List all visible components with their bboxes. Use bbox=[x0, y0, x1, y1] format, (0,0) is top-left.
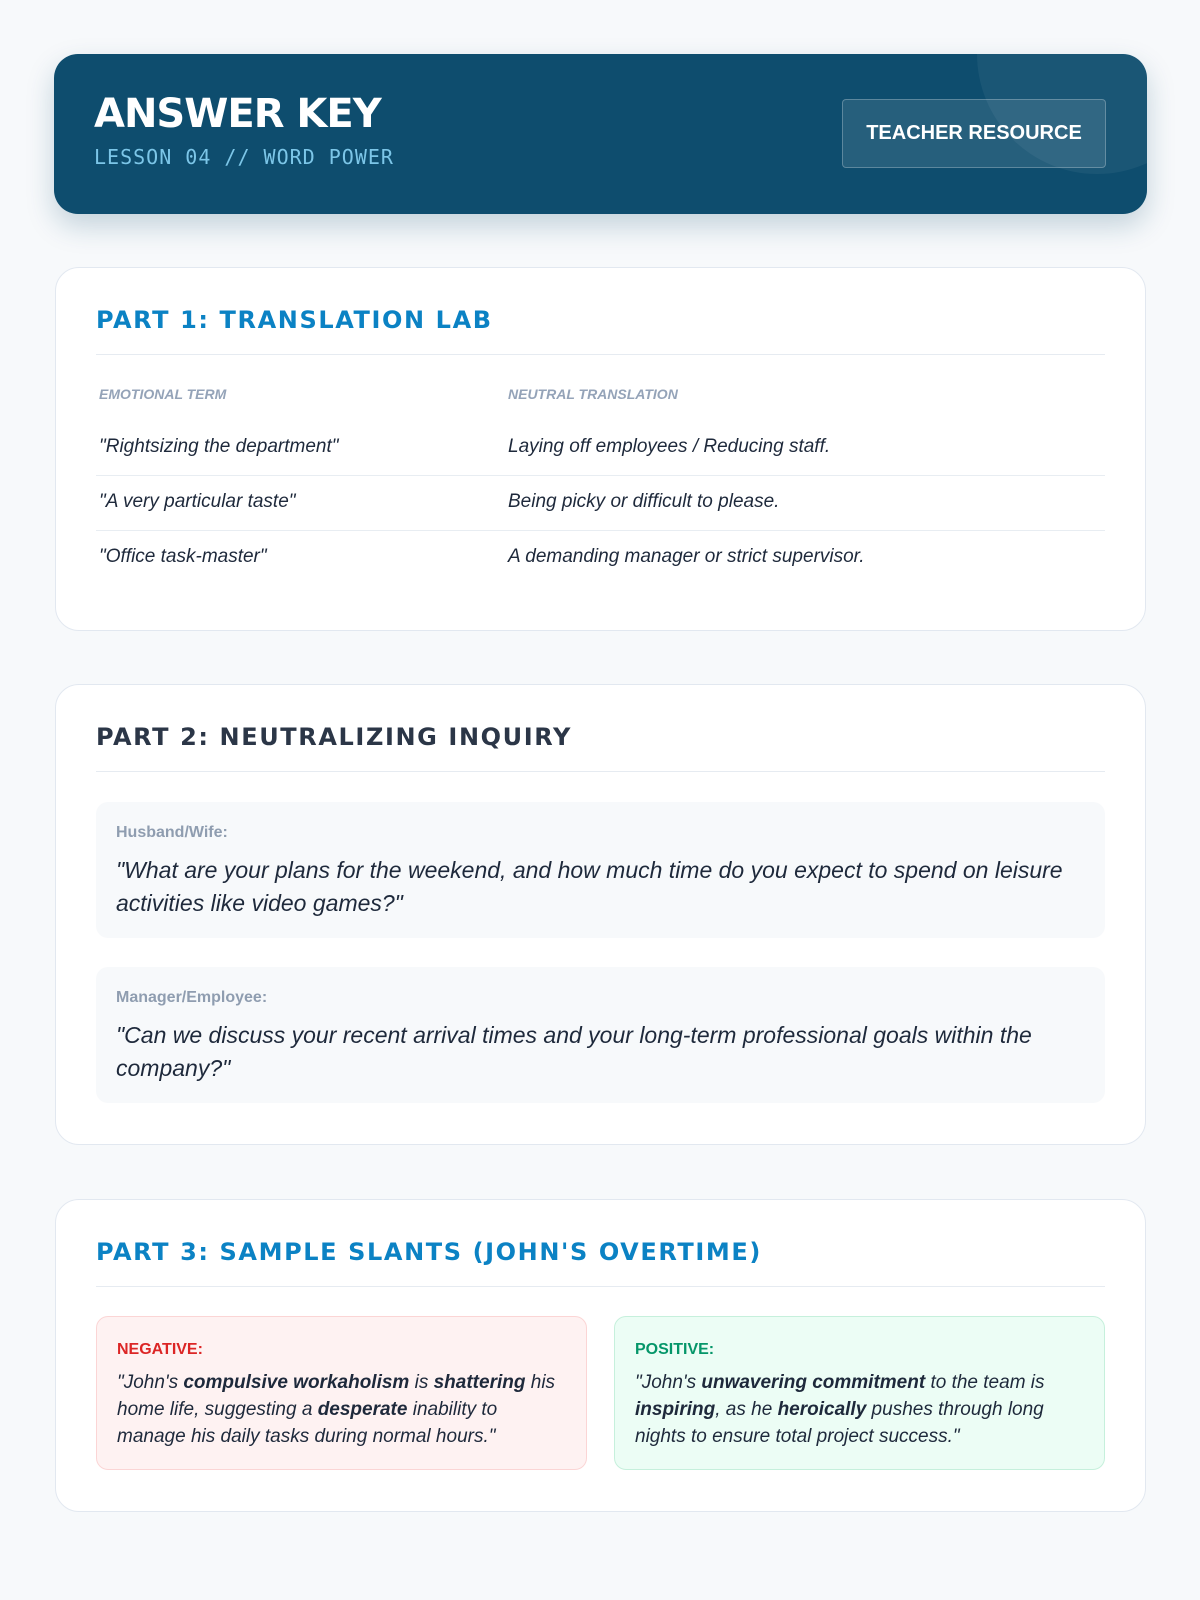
column-header-emotional: EMOTIONAL TERM bbox=[99, 386, 227, 402]
page-header bbox=[54, 54, 1147, 214]
part3-card bbox=[55, 1199, 1146, 1512]
positive-slant-box bbox=[614, 1316, 1105, 1470]
inquiry-label: Husband/Wife: bbox=[116, 824, 228, 841]
part2-card bbox=[55, 684, 1146, 1145]
neutral-translation: A demanding manager or strict supervisor. bbox=[508, 546, 865, 567]
part1-card bbox=[55, 267, 1146, 631]
emotional-term: "Office task-master" bbox=[99, 546, 267, 567]
neutral-translation: Laying off employees / Reducing staff. bbox=[508, 436, 831, 457]
column-header-neutral: NEUTRAL TRANSLATION bbox=[508, 386, 678, 402]
emotional-term: "Rightsizing the department" bbox=[99, 436, 339, 457]
emotional-term: "A very particular taste" bbox=[99, 491, 296, 512]
inquiry-label: Manager/Employee: bbox=[116, 989, 268, 1006]
teacher-resource-badge: TEACHER RESOURCE bbox=[842, 99, 1106, 168]
positive-label: POSITIVE: bbox=[635, 1341, 715, 1358]
table-row bbox=[96, 420, 1105, 476]
negative-label: NEGATIVE: bbox=[117, 1341, 203, 1358]
inquiry-box-husband-wife bbox=[96, 802, 1105, 938]
lesson-subtitle: LESSON 04 // WORD POWER bbox=[94, 145, 394, 169]
negative-text: "John's compulsive workaholism is shattering his home life, suggesting a desperate inability to manage his daily tasks during normal hours." bbox=[117, 1372, 556, 1447]
neutral-translation: Being picky or difficult to please. bbox=[508, 491, 780, 512]
inquiry-box-manager-employee bbox=[96, 967, 1105, 1103]
part1-title: PART 1: TRANSLATION LAB bbox=[96, 308, 1105, 355]
part3-title: PART 3: SAMPLE SLANTS (JOHN'S OVERTIME) bbox=[96, 1240, 1105, 1287]
table-row bbox=[96, 530, 1105, 585]
page-title: ANSWER KEY bbox=[94, 91, 381, 137]
inquiry-text: "What are your plans for the weekend, and how much time do you expect to spend on leisure activities like video games?" bbox=[116, 857, 1063, 916]
negative-slant-box bbox=[96, 1316, 587, 1470]
inquiry-text: "Can we discuss your recent arrival times and your long-term professional goals within the company?" bbox=[116, 1022, 1032, 1081]
part2-title: PART 2: NEUTRALIZING INQUIRY bbox=[96, 725, 1105, 772]
table-row bbox=[96, 475, 1105, 531]
positive-text: "John's unwavering commitment to the team is inspiring, as he heroically pushes through long nights to ensure total project success." bbox=[635, 1372, 1045, 1447]
